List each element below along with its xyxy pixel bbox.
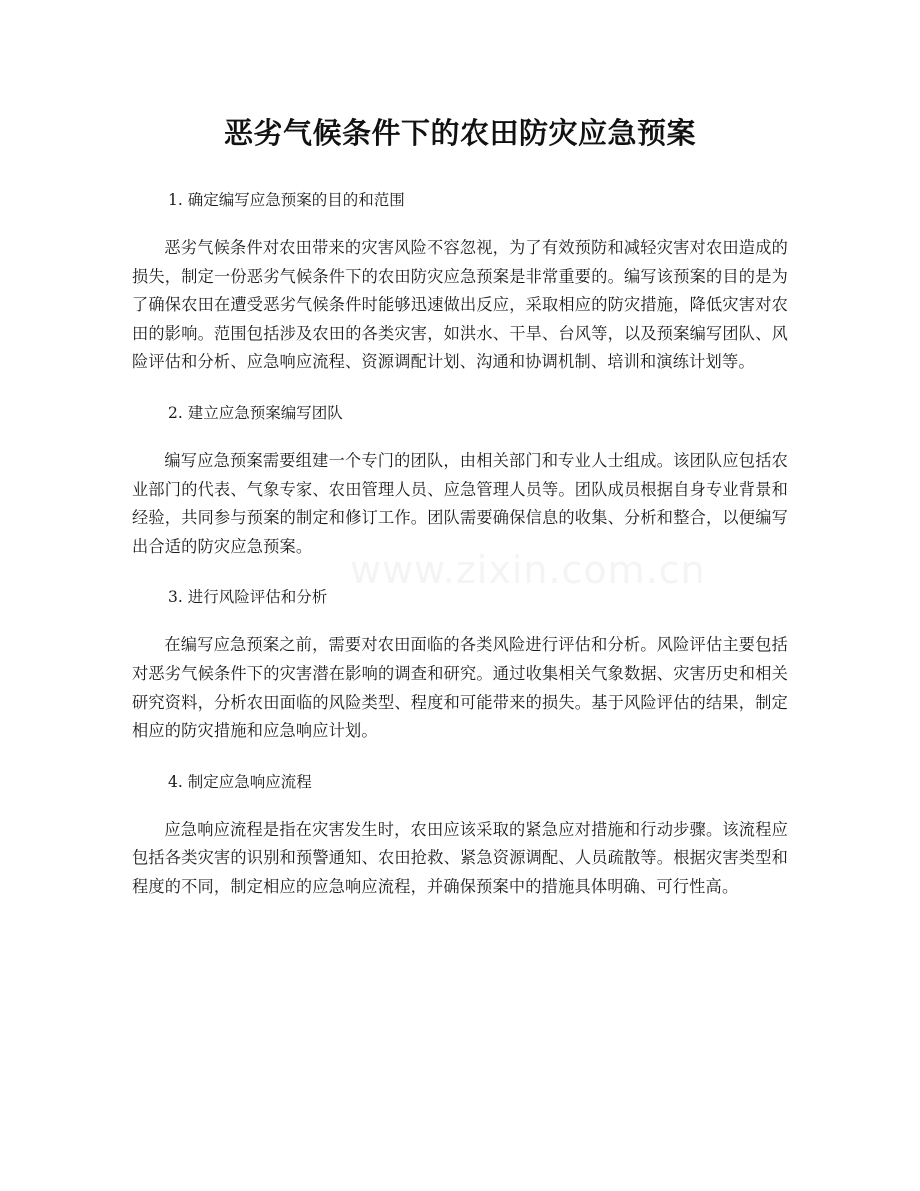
section-heading: 2. 建立应急预案编写团队	[168, 403, 343, 422]
section-heading: 4. 制定应急响应流程	[168, 772, 312, 791]
section-body: 在编写应急预案之前，需要对农田面临的各类风险进行评估和分析。风险评估主要包括对恶劣气候条件下的灾害潜在影响的调查和研究。通过收集相关气象数据、灾害历史和相关研究资料，分析农田面临的风险类型、程度和可能带来的损失。基于风险评估的结果，制定相应的防灾措施和应急响应计划。	[132, 635, 788, 741]
watermark: www.zixin.com.cn	[350, 548, 706, 592]
section-body: 应急响应流程是指在灾害发生时，农田应该采取的紧急应对措施和行动步骤。该流程应包括各类灾害的识别和预警通知、农田抢救、紧急资源调配、人员疏散等。根据灾害类型和程度的不同，制定相应的应急响应流程，并确保预案中的措施具体明确、可行性高。	[132, 819, 788, 896]
section-heading: 1. 确定编写应急预案的目的和范围	[168, 191, 405, 209]
section-heading: 3. 进行风险评估和分析	[168, 588, 328, 607]
section-2	[132, 399, 788, 561]
section-body: 编写应急预案需要组建一个专门的团队，由相关部门和专业人士组成。该团队应包括农业部门的代表、气象专家、农田管理人员、应急管理人员等。团队成员根据自身专业背景和经验，共同参与预案的制定和修订工作。团队需要确保信息的收集、分析和整合，以便编写出合适的防灾应急预案。	[132, 450, 788, 556]
section-3	[132, 583, 788, 745]
document-title: 恶劣气候条件下的农田防灾应急预案	[223, 116, 696, 150]
section-1	[132, 186, 788, 377]
section-4	[132, 768, 788, 902]
document-page	[132, 0, 788, 924]
section-body: 恶劣气候条件对农田带来的灾害风险不容忽视，为了有效预防和减轻灾害对农田造成的损失，制定一份恶劣气候条件下的农田防灾应急预案是非常重要的。编写该预案的目的是为了确保农田在遭受恶劣气候条件时能够迅速做出反应，采取相应的防灾措施，降低灾害对农田的影响。范围包括涉及农田的各类灾害，如洪水、干旱、台风等，以及预案编写团队、风险评估和分析、应急响应流程、资源调配计划、沟通和协调机制、培训和演练计划等。	[132, 238, 788, 372]
sections	[132, 186, 788, 902]
